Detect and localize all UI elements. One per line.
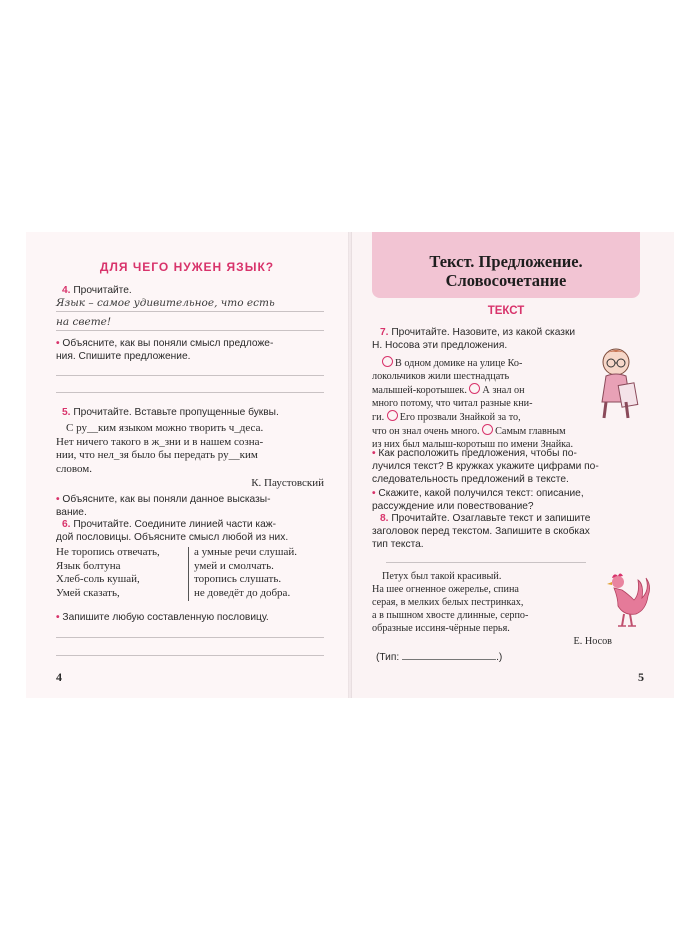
text-type-field[interactable] — [376, 651, 502, 664]
chapter-title-line: Текст. Предложение. — [429, 252, 583, 271]
type-close: .) — [496, 652, 503, 663]
textbook-spread — [26, 232, 674, 698]
bullet-line: следовательность предложений в тексте. — [372, 474, 569, 485]
order-circle[interactable] — [482, 424, 493, 435]
bullet-line: вание. — [56, 507, 87, 518]
writing-rule — [56, 392, 324, 393]
exercise-6-task — [56, 518, 332, 544]
task-line: Прочитайте. Назовите, из какой сказки — [391, 327, 576, 338]
passage-line: В одном домике на улице Ко- — [395, 358, 523, 369]
task-line: Н. Носова эти предложения. — [372, 340, 508, 351]
handwriting-line-2: на свете! — [56, 316, 112, 328]
bullet-line: рассуждение или повествование? — [372, 501, 534, 512]
chapter-title-band — [372, 232, 640, 298]
exercise-8-author: Е. Носов — [573, 636, 612, 647]
bullet-line: Скажите, какой получился текст: описание, — [378, 488, 584, 499]
writing-rule — [56, 655, 324, 656]
rooster-illustration-icon — [598, 570, 654, 632]
exercise-5-text: Прочитайте. Вставьте пропущенные буквы. — [73, 407, 279, 418]
exercise-4-text: Прочитайте. — [73, 285, 132, 296]
bullet-line: Как расположить предложения, чтобы по- — [378, 448, 577, 459]
znayka-illustration-icon — [592, 344, 644, 422]
left-page-title: ДЛЯ ЧЕГО НУЖЕН ЯЗЫК? — [99, 260, 275, 274]
passage-line: что он знал очень много. — [372, 426, 480, 437]
left-page — [26, 232, 348, 698]
exercise-4-number: 4. — [62, 285, 71, 296]
proverb-part[interactable]: торопись слушать. — [194, 573, 282, 585]
exercise-5-task — [62, 406, 279, 419]
task-line: Прочитайте. Соедините линией части каж- — [73, 519, 276, 530]
proverb-part[interactable]: Язык болтуна — [56, 559, 121, 572]
task-line: дой пословицы. Объясните смысл любой из них. — [56, 532, 289, 543]
proverb-part[interactable]: не доведёт до добра. — [194, 586, 291, 599]
exercise-8-number: 8. — [380, 513, 389, 524]
bullet-line: Запишите любую составленную пословицу. — [62, 612, 269, 623]
exercise-5-passage — [56, 422, 326, 476]
writing-rule — [56, 637, 324, 638]
bullet-line: Объясните, как вы поняли данное высказы- — [62, 494, 271, 505]
exercise-7-bullet-2: • Скажите, какой получился текст: описание, рассуждение или повествование? — [372, 487, 646, 513]
passage-line: Его прозвали Знайкой за то, — [399, 412, 521, 423]
exercise-5-author: К. Паустовский — [251, 477, 324, 489]
page-number: 5 — [638, 670, 644, 684]
proverb-part[interactable]: а умные речи слушай. — [194, 546, 297, 558]
proverb-part[interactable]: Не торопись отвечать, — [56, 546, 160, 558]
passage-line: На шее огненное ожерелье, спина — [372, 584, 519, 595]
writing-rule — [56, 375, 324, 376]
passage-line: А знал он — [482, 385, 525, 396]
exercise-5-bullet: • Объясните, как вы поняли данное высказы- вание. — [56, 493, 328, 519]
passage-line: малышей-коротышек. — [372, 385, 467, 396]
chapter-title-line: Словосочетание — [445, 271, 567, 290]
exercise-4-bullet: • Объясните, как вы поняли смысл предложе- ния. Спишите предложение. — [56, 337, 326, 363]
passage-line: Петух был такой красивый. — [382, 571, 502, 582]
handwriting-line-1: Язык – самое удивительное, что есть — [56, 297, 275, 309]
passage-line: Нет ничего такого в ж_зни и в нашем созна- — [56, 435, 264, 448]
bullet-line: ния. Спишите предложение. — [56, 351, 191, 362]
order-circle[interactable] — [382, 356, 393, 367]
passage-line: локольчиков жили шестнадцать — [372, 371, 510, 382]
exercise-8-task — [372, 512, 646, 551]
writing-rule — [56, 330, 324, 331]
passage-line: нии, что нел_зя было бы передать ру__ким — [56, 449, 258, 461]
exercise-7-bullet-1: • Как расположить предложения, чтобы по- лучился текст? В кружках укажите цифрами по- следовательность предложений в тексте. — [372, 447, 646, 486]
exercise-4-task — [62, 284, 132, 297]
exercise-7-number: 7. — [380, 327, 389, 338]
task-line: Прочитайте. Озаглавьте текст и запишите — [391, 513, 591, 524]
passage-line: Самым главным — [495, 426, 566, 437]
exercise-6-bullet: • Запишите любую составленную пословицу. — [56, 612, 269, 623]
type-label: (Тип: — [376, 652, 400, 663]
proverb-beginnings — [56, 546, 194, 600]
exercise-6-number: 6. — [62, 519, 71, 530]
passage-line: словом. — [56, 462, 92, 475]
task-line: заголовок перед текстом. Запишите в скобках — [372, 526, 590, 537]
proverb-part[interactable]: Хлеб-соль кушай, — [56, 573, 140, 585]
exercise-7-passage — [372, 356, 587, 451]
task-line: тип текста. — [372, 539, 424, 550]
order-circle[interactable] — [469, 383, 480, 394]
passage-line: образные иссиня-чёрные перья. — [372, 623, 510, 634]
exercise-8-passage — [372, 570, 594, 635]
proverb-endings — [194, 546, 334, 600]
bullet-line: Объясните, как вы поняли смысл предложе- — [62, 338, 274, 349]
passage-line: много потому, что читал разные кни- — [372, 398, 533, 409]
proverb-divider — [188, 547, 189, 601]
passage-line: а в пышном хвосте длинные, серпо- — [372, 610, 529, 621]
proverb-part[interactable]: умей и смолчать. — [194, 559, 274, 572]
passage-line: ги. — [372, 412, 385, 423]
writing-rule — [56, 311, 324, 312]
exercise-5-number: 5. — [62, 407, 71, 418]
proverb-part[interactable]: Умей сказать, — [56, 586, 120, 599]
right-page — [352, 232, 674, 698]
section-subtitle: ТЕКСТ — [487, 305, 525, 317]
title-writing-line[interactable] — [386, 562, 586, 563]
order-circle[interactable] — [387, 410, 398, 421]
passage-line: из них был малыш-коротыш по имени Знайка. — [372, 439, 574, 450]
page-number: 4 — [56, 670, 62, 684]
passage-line: С ру__ким языком можно творить ч_деса. — [66, 422, 264, 434]
bullet-line: лучился текст? В кружках укажите цифрами по- — [372, 461, 599, 472]
passage-line: серая, в мелких белых пестринках, — [372, 597, 524, 608]
